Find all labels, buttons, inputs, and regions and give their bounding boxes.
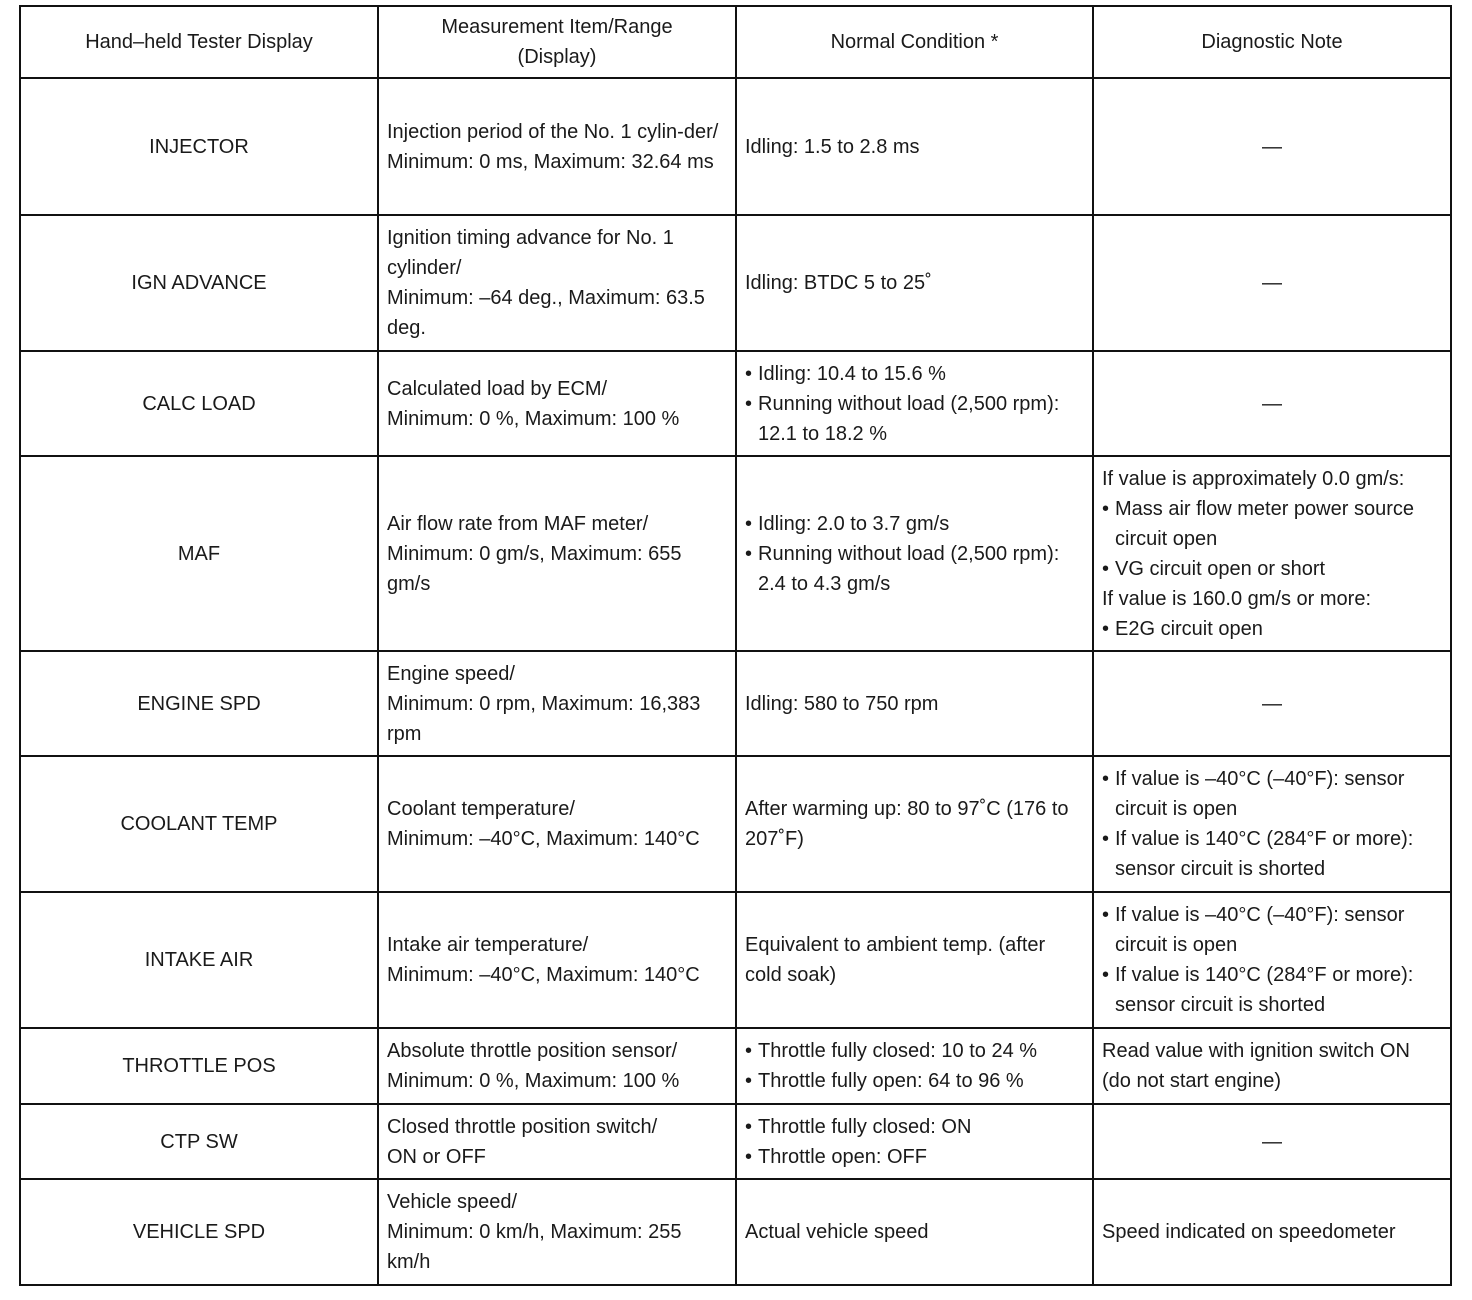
note-cell: Speed indicated on speedometer <box>1093 1179 1451 1285</box>
table-row <box>20 78 1451 215</box>
item-cell: Coolant temperature/ Minimum: –40°C, Maximum: 140°C <box>378 756 736 892</box>
list-item: • Running without load (2,500 rpm): 2.4 to 4.3 gm/s <box>745 539 1084 599</box>
table-row <box>20 892 1451 1028</box>
display-cell: CTP SW <box>20 1104 378 1179</box>
display-cell: INTAKE AIR <box>20 892 378 1028</box>
header-item: Measurement Item/Range (Display) <box>378 6 736 78</box>
normal-cell: Actual vehicle speed <box>736 1179 1093 1285</box>
header-row <box>20 6 1451 78</box>
header-normal: Normal Condition * <box>736 6 1093 78</box>
list-item: • Idling: 10.4 to 15.6 % <box>745 359 1084 389</box>
table-row <box>20 215 1451 351</box>
list-item: • Mass air flow meter power source circuit open <box>1102 494 1442 554</box>
item-cell: Absolute throttle position sensor/ Minimum: 0 %, Maximum: 100 % <box>378 1028 736 1104</box>
tester-data-table <box>19 5 1452 1286</box>
item-cell: Intake air temperature/ Minimum: –40°C, Maximum: 140°C <box>378 892 736 1028</box>
note-cell: — <box>1093 78 1451 215</box>
item-cell: Closed throttle position switch/ ON or OFF <box>378 1104 736 1179</box>
normal-cell <box>736 351 1093 456</box>
list-item: • Throttle fully open: 64 to 96 % <box>745 1066 1084 1096</box>
note-cell: — <box>1093 1104 1451 1179</box>
list-item: • Throttle open: OFF <box>745 1142 1084 1172</box>
item-cell: Vehicle speed/ Minimum: 0 km/h, Maximum: 255 km/h <box>378 1179 736 1285</box>
list-item: • Throttle fully closed: 10 to 24 % <box>745 1036 1084 1066</box>
list-item: • Throttle fully closed: ON <box>745 1112 1084 1142</box>
note-cell: — <box>1093 351 1451 456</box>
normal-cell: After warming up: 80 to 97˚C (176 to 207˚F) <box>736 756 1093 892</box>
list-item: • If value is 140°C (284°F or more): sensor circuit is shorted <box>1102 824 1442 884</box>
list-item: • Running without load (2,500 rpm): 12.1 to 18.2 % <box>745 389 1084 449</box>
table-row <box>20 456 1451 651</box>
normal-cell: Idling: 1.5 to 2.8 ms <box>736 78 1093 215</box>
display-cell: IGN ADVANCE <box>20 215 378 351</box>
table-row <box>20 651 1451 756</box>
item-cell: Ignition timing advance for No. 1 cylinder/ Minimum: –64 deg., Maximum: 63.5 deg. <box>378 215 736 351</box>
display-cell: ENGINE SPD <box>20 651 378 756</box>
normal-cell <box>736 1104 1093 1179</box>
item-cell: Calculated load by ECM/ Minimum: 0 %, Maximum: 100 % <box>378 351 736 456</box>
note-cell: — <box>1093 215 1451 351</box>
note-cell: If value is approximately 0.0 gm/s: • Mass air flow meter power source circuit open • VG circuit open or short If value is 160.0 gm/s or more: • E2G circuit open <box>1093 456 1451 651</box>
list-item: • E2G circuit open <box>1102 614 1442 644</box>
item-cell: Engine speed/ Minimum: 0 rpm, Maximum: 16,383 rpm <box>378 651 736 756</box>
display-cell: COOLANT TEMP <box>20 756 378 892</box>
item-cell: Injection period of the No. 1 cylin-der/ Minimum: 0 ms, Maximum: 32.64 ms <box>378 78 736 215</box>
list-item: • VG circuit open or short <box>1102 554 1442 584</box>
display-cell: CALC LOAD <box>20 351 378 456</box>
list-item: • Idling: 2.0 to 3.7 gm/s <box>745 509 1084 539</box>
normal-cell <box>736 456 1093 651</box>
display-cell: VEHICLE SPD <box>20 1179 378 1285</box>
header-note: Diagnostic Note <box>1093 6 1451 78</box>
header-display: Hand–held Tester Display <box>20 6 378 78</box>
normal-cell <box>736 1028 1093 1104</box>
table-row <box>20 1179 1451 1285</box>
normal-cell: Equivalent to ambient temp. (after cold soak) <box>736 892 1093 1028</box>
table-row <box>20 1028 1451 1104</box>
normal-cell: Idling: 580 to 750 rpm <box>736 651 1093 756</box>
normal-cell: Idling: BTDC 5 to 25˚ <box>736 215 1093 351</box>
table-row <box>20 756 1451 892</box>
list-item: • If value is 140°C (284°F or more): sensor circuit is shorted <box>1102 960 1442 1020</box>
note-cell: Read value with ignition switch ON (do not start engine) <box>1093 1028 1451 1104</box>
table-row <box>20 1104 1451 1179</box>
item-cell: Air flow rate from MAF meter/ Minimum: 0 gm/s, Maximum: 655 gm/s <box>378 456 736 651</box>
note-cell: — <box>1093 651 1451 756</box>
display-cell: THROTTLE POS <box>20 1028 378 1104</box>
note-cell <box>1093 892 1451 1028</box>
list-item: • If value is –40°C (–40°F): sensor circuit is open <box>1102 900 1442 960</box>
note-cell <box>1093 756 1451 892</box>
list-item: • If value is –40°C (–40°F): sensor circuit is open <box>1102 764 1442 824</box>
display-cell: MAF <box>20 456 378 651</box>
display-cell: INJECTOR <box>20 78 378 215</box>
table-row <box>20 351 1451 456</box>
